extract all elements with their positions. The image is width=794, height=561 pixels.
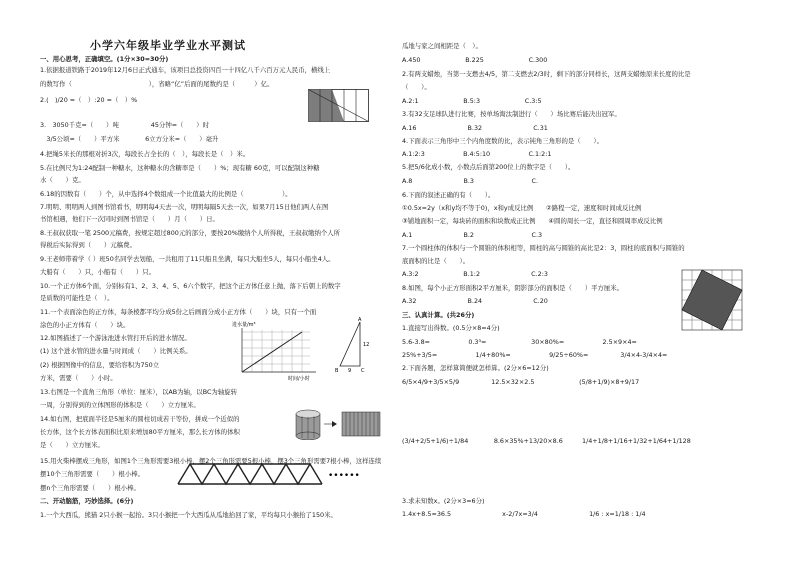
q15-line-b: 摆10个三角形需要（ ）根小棒。: [40, 470, 144, 478]
section-3-heading: 三、认真计算。(共26分): [402, 311, 475, 319]
q15-line-a: 15.用火柴棒摆成三角形，如图1个三角形需要3根小棒，摆2个三角形需要5根小棒，摆3个三角形需要7根小棒，这样连续: [40, 457, 382, 465]
q13-line-a: 13.右图是一个直角三角形（单位：厘米），以AB为轴，以BC为轴旋转: [40, 388, 237, 396]
side-height-label: 12: [363, 342, 370, 348]
q1-line-a: 1.依据报道铁路于2019年12月6日正式通车，该项目总投资四百一十四亿八千六百万元人民币，横线上: [40, 66, 331, 74]
mc4-line: 4.下面表示三角形中三个内角度数的比，表示钝角三角形的是（ ）。: [402, 137, 604, 145]
q9-line-a: 9.王老师带着学（ ）班50名同学去划船，一共租用了11只船且坐满，每只大船坐5人，每只小船坐4人。: [40, 255, 335, 263]
q7-line-b: 书馆相遇，他们下一次同时到图书馆是（ ）月（ ）日。: [40, 215, 219, 223]
q10-line-b: 是质数的可能性是（ ）。: [40, 294, 114, 302]
q12-line-b: (1) 这个进水管的进水量与时间成（ ）比例关系。: [40, 347, 192, 355]
graph-xlabel: 时间/小时: [288, 376, 310, 382]
right-triangle-figure: [334, 316, 374, 374]
mc8-options: A.32 B.24 C.20: [402, 297, 548, 305]
q3-line-b: 3/5公顷=（ ）平方米 6立方分米=（ ）毫升: [40, 135, 219, 143]
mc6-statement-a: ①0.5x=2y（x和y均不等于0)，x和y成反比例 ②路程一定，速度和时间成反比例: [402, 204, 642, 212]
mc6-statement-b: ③铺地面积一定，每块砖的面积和块数成正比例 ④圆的周长一定，直径和圆周率成反比例: [402, 217, 663, 225]
q8-line-b: 得税后实际得到（ ）元稿费。: [40, 241, 136, 249]
calc1-heading: 1.直接写出得数。(0.5分×8=4分): [402, 324, 500, 332]
vertex-b-label: B: [335, 368, 339, 374]
section-2-heading: 二、开动脑筋，巧妙选择。(6分): [40, 497, 134, 505]
continuation-dots: ••••••: [328, 471, 360, 481]
calc2-row-a: 6/5×4/9+3/5×5/9 12.5×32×2.5 (5/8+1/9)×8+9/17: [402, 378, 640, 386]
cylinder-cut-figure: [292, 408, 384, 440]
q7-line-a: 7.明明、明明两人到图书馆看书，明明每4天去一次，明明每隔5天去一次，如果7月15日他们两人在图: [40, 203, 329, 211]
calc3-row: 1.4x+8.5=36.5 x-2/7x=3/4 1/6 : x=1/18 : 1/4: [402, 510, 646, 518]
mc4-options: A.1:2:3 B.4:5:10 C.1:2:1: [402, 150, 552, 158]
mc7-options: A.3:2 B.1:2 C.2:3: [402, 270, 548, 278]
q9-line-b: 大船有（ ）只，小船有（ ）只。: [40, 268, 156, 276]
q5-line-b: 水（ ）克。: [40, 176, 85, 184]
mc1-options: A.450 B.225 C.300: [402, 56, 548, 64]
calc2-row-b: (3/4+2/5+1/6)÷1/84 8.6×35%+13/20×8.6 1/4+1/8+1/16+1/32+1/64+1/128: [402, 437, 691, 445]
mc6-options: A.1 B.2 C.3: [402, 231, 543, 239]
mc5-line: 5.把5/6化成小数，小数点后面第200位上的数字是（ ）。: [402, 163, 575, 171]
q3-line-a: 3. 3050千克=（ ）吨 45分钟=（ ）时: [40, 121, 210, 129]
q10-line-a: 10.一个正方体6个面，分别标有1、2、3、4、5、6六个数字，把这个正方体任意上抛，落下后朝上的数字: [40, 282, 341, 290]
q6-line: 6.18的因数有（ ）个，从中选择4个数组成一个比值最大的比例是（ ）。: [40, 190, 292, 198]
q2-line: 2.( )/20 =（ ）:20 =（ ）%: [40, 96, 138, 104]
q11-line-b: 涂色的小正方体有（ ）块。: [40, 321, 130, 329]
mc2-line-a: 2.有两支蜡烛，当第一支燃去4/5，第二支燃去2/3时，剩下的部分同样长，这两支蜡烛原来长度的比是: [402, 70, 691, 78]
mc1-line-a: 1.一个大西瓜，熊猫 2只小猴一起抬。3只小猴把一个大西瓜从瓜地抬回了家，平均每只小猴抬了150米。: [40, 511, 337, 519]
section-1-heading: 一、用心思考，正确填空。(1分×30=30分): [40, 55, 169, 63]
mc2-line-b: （ ）。: [402, 83, 431, 91]
q12-line-c: (2) 根据图像中的信息，要给容积为750立: [40, 361, 160, 369]
vertex-c-label: C: [361, 368, 365, 374]
fraction-bar-figure: [308, 89, 370, 123]
q12-line-a: 12.如图描述了一个游泳池进水管打开后的进水情况。: [40, 334, 191, 342]
mc8-line: 8.如图，每个小正方形面积2平方厘米，阴影部分的面积是（ ）平方厘米。: [402, 284, 624, 292]
matchstick-triangles-figure: [176, 462, 376, 486]
mc6-line: 6.下面的叙述正确的有（ ）。: [402, 191, 495, 199]
mc1-line-b: 瓜地与家之间相距是（ ）。: [402, 42, 482, 50]
calc3-heading: 3.求未知数x。(2分×3=6分): [402, 497, 485, 505]
q12-line-d: 方米，需要（ ）小时。: [40, 374, 117, 382]
q1-line-b: 的数写作（ ），省略“亿”后面的尾数约是（ ）亿。: [40, 80, 274, 88]
q15-line-c: 摆n个三角形需要（ ）根小棒。: [40, 484, 140, 492]
mc3-line: 3.有32支足球队进行比赛，按单场淘汰制进行（ ）场比赛后能决出冠军。: [402, 110, 621, 118]
inflow-graph: [230, 320, 330, 384]
q11-line-a: 11.一个表面涂色的正方体，每条棱都平均分成5份之后画面分成小正方体（ ）块，只有一个面: [40, 308, 317, 316]
tilted-square-grid-figure: [680, 268, 744, 332]
graph-ylabel: 进水量/m³: [232, 322, 256, 328]
calc2-heading: 2.下面各题，怎样算简便就怎样算。(2分×6=12分): [402, 364, 549, 372]
mc2-options: A.2:1 B.5:3 C.3:5: [402, 97, 542, 105]
q5-line-a: 5.在比例尺为1:24配制一种糖水，这种糖水的含糖率是（ ）%；现有糖 60克，可以配制这种糖: [40, 164, 320, 172]
side-width-label: 9: [348, 368, 352, 374]
q8-line-a: 8.王叔叔获取一笔 2500元稿费，按规定超过800元的部分，要按20%缴纳个人所得税，王叔叔缴纳个人所: [40, 229, 341, 237]
mc7-line-a: 7.一个圆柱体的体积与一个圆锥的体积相等，圆柱的高与圆锥的高比是2：3，圆柱的底面积与圆锥的: [402, 244, 685, 252]
q14-line-b: 长方体，这个长方体表面积比原来增加80平方厘米，那么长方体的体积: [40, 428, 240, 436]
q4-line: 4.把绳5米长的那根对折3次，每段长占全长的（ ），每段长是（ ）米。: [40, 150, 250, 158]
mc3-options: A.16 B.32 C.31: [402, 124, 548, 132]
vertex-a-label: A: [358, 317, 362, 323]
q14-line-a: 14.如右图，把底面半径是5厘米的圆柱切成若干等份，拼成一个近似的: [40, 415, 240, 423]
calc1-row-b: 25%+3/5= 1/4+80%= 9/25÷60%= 3/4×4-3/4×4=: [402, 351, 668, 359]
q13-line-b: 一周，分别得到的立体图形的体积是（ ）立方厘米。: [40, 401, 200, 409]
mc5-options: A.8 B.3 C.: [402, 177, 538, 185]
mc7-line-b: 底面积的比是（ ）。: [402, 257, 470, 265]
page-title: 小学六年级毕业学业水平测试: [90, 39, 246, 52]
q14-line-c: 是（ ）立方厘米。: [40, 441, 104, 449]
calc1-row-a: 5.6-3.8= 0.3³= 30×80%= 2.5×9×4=: [402, 338, 637, 346]
